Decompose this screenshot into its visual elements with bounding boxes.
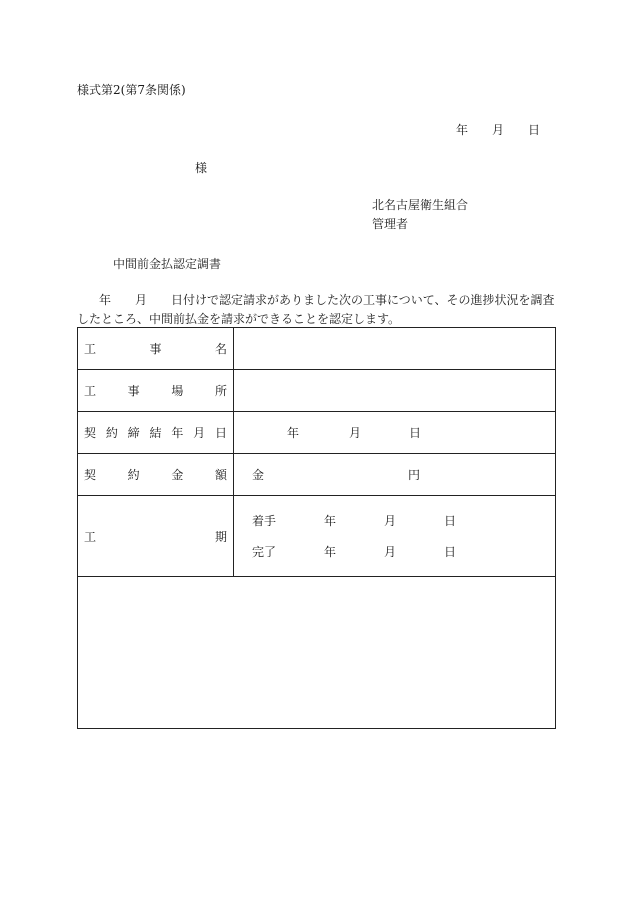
label-construction-name: 工 事 名 <box>78 328 234 370</box>
value-contract-amount[interactable] <box>234 454 556 496</box>
row-construction-site <box>78 370 556 412</box>
organization-role: 管理者 <box>372 217 409 231</box>
period-start-label: 着手 <box>252 514 277 528</box>
organization-name: 北名古屋衛生組合 <box>372 198 469 212</box>
period-start: 着手 年 月 日 <box>252 514 457 528</box>
label-contract-amount: 契 約 金 額 <box>78 454 234 496</box>
amount-unit: 円 <box>408 468 421 482</box>
value-construction-site[interactable] <box>234 370 556 412</box>
value-period[interactable] <box>234 496 556 577</box>
contract-date-month: 月 <box>349 426 362 440</box>
date-day: 日 <box>528 123 541 137</box>
date-month: 月 <box>492 123 505 137</box>
row-contract-date <box>78 412 556 454</box>
form-id: 様式第2(第7条関係) <box>77 83 186 97</box>
body-month: 月 <box>135 293 148 307</box>
document-title: 中間前金払認定調書 <box>113 257 222 271</box>
addressee: 様 <box>195 161 208 175</box>
certification-table <box>77 327 556 729</box>
body-line-1-rest: 日付けで認定請求がありました次の工事について、その進捗状況を調査 <box>171 293 555 307</box>
label-period: 工 期 <box>78 496 234 577</box>
date-line <box>456 122 540 138</box>
row-remarks <box>78 577 556 729</box>
label-contract-date: 契 約 締 結 年 月 日 <box>78 412 234 454</box>
amount-prefix: 金 <box>252 468 265 482</box>
body-year: 年 <box>99 293 112 307</box>
value-contract-date[interactable] <box>234 412 556 454</box>
contract-date-day: 日 <box>409 426 422 440</box>
contract-date-year: 年 <box>287 426 300 440</box>
row-period <box>78 496 556 577</box>
label-construction-site: 工 事 場 所 <box>78 370 234 412</box>
row-contract-amount <box>78 454 556 496</box>
value-construction-name[interactable] <box>234 328 556 370</box>
row-construction-name <box>78 328 556 370</box>
body-line-2: したところ、中間前払金を請求ができることを認定します。 <box>77 312 401 326</box>
remarks-area[interactable] <box>78 577 556 729</box>
period-end-label: 完了 <box>252 545 277 559</box>
period-end: 完了 年 月 日 <box>252 545 457 559</box>
date-year: 年 <box>456 123 469 137</box>
body-line-1 <box>99 292 555 308</box>
